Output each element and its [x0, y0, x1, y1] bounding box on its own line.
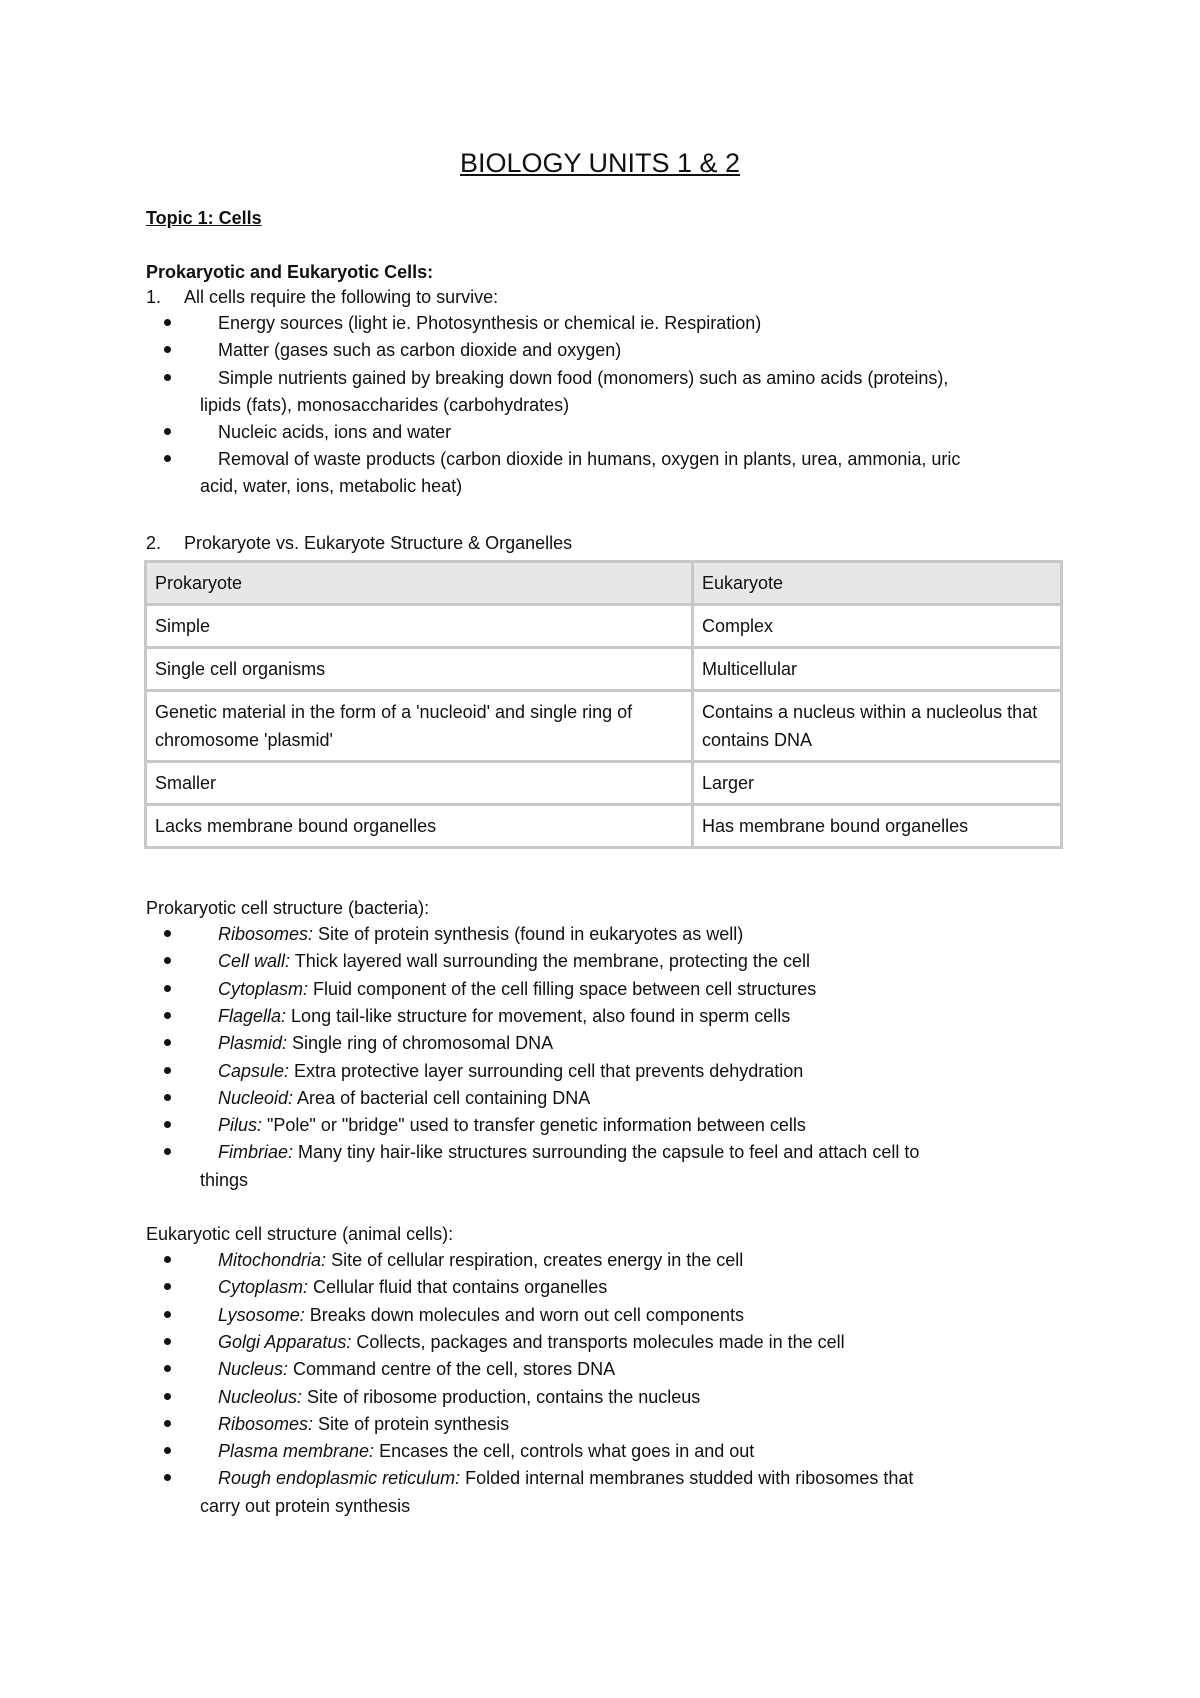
eukaryotic-structure-item	[218, 1386, 700, 1408]
prokaryotic-structure-description: Site of protein synthesis (found in eukaryotes as well)	[313, 924, 744, 944]
prokaryotic-structure-description: Extra protective layer surrounding cell that prevents dehydration	[289, 1060, 804, 1081]
eukaryotic-structure-term: Plasma membrane:	[218, 1441, 375, 1462]
table-row	[146, 605, 1062, 648]
prokaryotic-structure-description: Long tail-like structure for movement, also found in sperm cells	[286, 1005, 791, 1026]
column-header-prokaryote: Prokaryote	[146, 562, 693, 605]
table-row	[146, 648, 1062, 691]
requirement-item: Energy sources (light ie. Photosynthesis or chemical ie. Respiration)	[218, 313, 762, 333]
prokaryotic-structure-item	[218, 950, 810, 972]
prokaryotic-structure-item	[218, 923, 743, 945]
table-row	[146, 691, 1062, 762]
table-cell: Contains a nucleus within a nucleolus that contains DNA	[693, 691, 1062, 762]
eukaryotic-structure-item	[218, 1276, 607, 1298]
table-cell: Simple	[146, 605, 693, 648]
requirement-item: Simple nutrients gained by breaking down food (monomers) such as amino acids (proteins),	[218, 368, 949, 388]
bullet-icon	[164, 1420, 171, 1427]
bullet-icon	[164, 1012, 171, 1019]
bullet-icon	[164, 455, 171, 462]
table-cell: Multicellular	[693, 648, 1062, 691]
prokaryotic-structure-description: Many tiny hair-like structures surrounding the capsule to feel and attach cell to	[293, 1142, 920, 1163]
prokaryotic-structure-term: Capsule:	[218, 1060, 290, 1081]
eukaryotic-structure-description: Cellular fluid that contains organelles	[308, 1277, 608, 1298]
bullet-icon	[164, 1148, 171, 1155]
requirement-item-continued: acid, water, ions, metabolic heat)	[200, 476, 463, 496]
comparison-table	[144, 560, 1063, 849]
bullet-icon	[164, 1256, 171, 1263]
eukaryotic-structure-item-continued: carry out protein synthesis	[200, 1495, 411, 1516]
prokaryotic-structure-term: Flagella:	[218, 1005, 287, 1026]
table-cell: Larger	[693, 762, 1062, 805]
prokaryotic-structure-term: Pilus:	[218, 1115, 263, 1136]
requirement-item: Matter (gases such as carbon dioxide and oxygen)	[218, 340, 622, 360]
bullet-icon	[164, 428, 171, 435]
bullet-icon	[164, 957, 171, 964]
eukaryotic-structure-item	[218, 1358, 615, 1380]
prokaryotic-structure-item	[218, 978, 816, 1000]
document-title: BIOLOGY UNITS 1 & 2	[459, 148, 741, 178]
bullet-icon	[164, 1283, 171, 1290]
bullet-icon	[164, 1393, 171, 1400]
eukaryotic-structure-description: Folded internal membranes studded with ribosomes that	[460, 1468, 914, 1489]
prokaryotic-structure-item	[218, 1087, 590, 1109]
table-cell: Smaller	[146, 762, 693, 805]
prokaryotic-structure-item	[218, 1141, 919, 1163]
eukaryotic-structure-item	[218, 1413, 509, 1435]
column-header-eukaryote: Eukaryote	[693, 562, 1062, 605]
prokaryotic-heading: Prokaryotic cell structure (bacteria):	[146, 898, 430, 918]
bullet-icon	[164, 1447, 171, 1454]
prokaryotic-structure-description: "Pole" or "bridge" used to transfer genetic information between cells	[262, 1115, 806, 1136]
point1-text: All cells require the following to survive:	[184, 287, 499, 307]
bullet-icon	[164, 1365, 171, 1372]
table-row	[146, 805, 1062, 848]
prokaryotic-structure-item	[218, 1114, 806, 1136]
prokaryotic-structure-description: Area of bacterial cell containing DNA	[293, 1087, 591, 1108]
eukaryotic-structure-term: Nucleolus:	[218, 1386, 303, 1407]
table-cell: Single cell organisms	[146, 648, 693, 691]
eukaryotic-structure-term: Cytoplasm:	[218, 1277, 309, 1298]
prokaryotic-structure-term: Fimbriae:	[218, 1142, 294, 1163]
eukaryotic-structure-item	[218, 1249, 743, 1271]
eukaryotic-structure-term: Rough endoplasmic reticulum:	[218, 1468, 461, 1489]
list-number-1: 1.	[146, 287, 162, 307]
prokaryotic-structure-item	[218, 1032, 553, 1054]
prokaryotic-structure-description: Thick layered wall surrounding the membrane, protecting the cell	[290, 951, 810, 972]
bullet-icon	[164, 1474, 171, 1481]
section-heading: Prokaryotic and Eukaryotic Cells:	[146, 262, 434, 282]
point2-text: Prokaryote vs. Eukaryote Structure & Organelles	[184, 533, 573, 553]
eukaryotic-structure-description: Breaks down molecules and worn out cell components	[304, 1304, 744, 1325]
prokaryotic-structure-term: Cell wall:	[218, 951, 291, 972]
table-cell: Genetic material in the form of a 'nucleoid' and single ring of chromosome 'plasmid'	[146, 691, 693, 762]
eukaryotic-structure-term: Lysosome:	[218, 1304, 305, 1325]
eukaryotic-structure-item	[218, 1467, 913, 1489]
list-number-2: 2.	[146, 533, 162, 553]
bullet-icon	[164, 985, 171, 992]
prokaryotic-structure-term: Cytoplasm:	[218, 978, 309, 999]
bullet-icon	[164, 1311, 171, 1318]
eukaryotic-structure-item	[218, 1331, 845, 1353]
prokaryotic-structure-description: Single ring of chromosomal DNA	[287, 1033, 554, 1054]
eukaryotic-structure-description: Site of protein synthesis	[313, 1413, 510, 1434]
prokaryotic-structure-term: Plasmid:	[218, 1033, 288, 1054]
eukaryotic-structure-item	[218, 1440, 754, 1462]
eukaryotic-structure-description: Collects, packages and transports molecules made in the cell	[351, 1331, 845, 1352]
eukaryotic-structure-term: Mitochondria:	[218, 1250, 327, 1270]
requirement-item: Nucleic acids, ions and water	[218, 422, 452, 442]
table-header-row	[146, 562, 1062, 605]
requirement-item: Removal of waste products (carbon dioxide in humans, oxygen in plants, urea, ammonia, uric	[218, 449, 961, 469]
eukaryotic-structure-term: Ribosomes:	[218, 1413, 314, 1434]
requirement-item-continued: lipids (fats), monosaccharides (carbohydrates)	[200, 395, 570, 415]
prokaryotic-structure-term: Nucleoid:	[218, 1087, 294, 1108]
eukaryotic-structure-description: Command centre of the cell, stores DNA	[288, 1359, 616, 1380]
eukaryotic-structure-item	[218, 1304, 744, 1326]
eukaryotic-heading: Eukaryotic cell structure (animal cells):	[146, 1224, 454, 1244]
eukaryotic-structure-description: Site of ribosome production, contains the nucleus	[302, 1386, 701, 1407]
prokaryotic-structure-item	[218, 1060, 803, 1082]
table-cell: Has membrane bound organelles	[693, 805, 1062, 848]
bullet-icon	[164, 1338, 171, 1345]
bullet-icon	[164, 346, 171, 353]
prokaryotic-structure-description: Fluid component of the cell filling space between cell structures	[308, 978, 817, 999]
table-cell: Lacks membrane bound organelles	[146, 805, 693, 848]
bullet-icon	[164, 319, 171, 326]
bullet-icon	[164, 1039, 171, 1046]
prokaryotic-structure-term: Ribosomes:	[218, 924, 314, 944]
bullet-icon	[164, 1121, 171, 1128]
table-cell: Complex	[693, 605, 1062, 648]
eukaryotic-structure-description: Site of cellular respiration, creates energy in the cell	[326, 1250, 744, 1270]
table-row	[146, 762, 1062, 805]
bullet-icon	[164, 374, 171, 381]
prokaryotic-structure-item-continued: things	[200, 1169, 249, 1190]
prokaryotic-structure-item	[218, 1005, 790, 1027]
eukaryotic-structure-term: Nucleus:	[218, 1359, 289, 1380]
eukaryotic-structure-term: Golgi Apparatus:	[218, 1331, 352, 1352]
bullet-icon	[164, 1094, 171, 1101]
topic-heading: Topic 1: Cells	[146, 208, 262, 228]
eukaryotic-structure-description: Encases the cell, controls what goes in and out	[374, 1441, 755, 1462]
bullet-icon	[164, 930, 171, 937]
bullet-icon	[164, 1067, 171, 1074]
